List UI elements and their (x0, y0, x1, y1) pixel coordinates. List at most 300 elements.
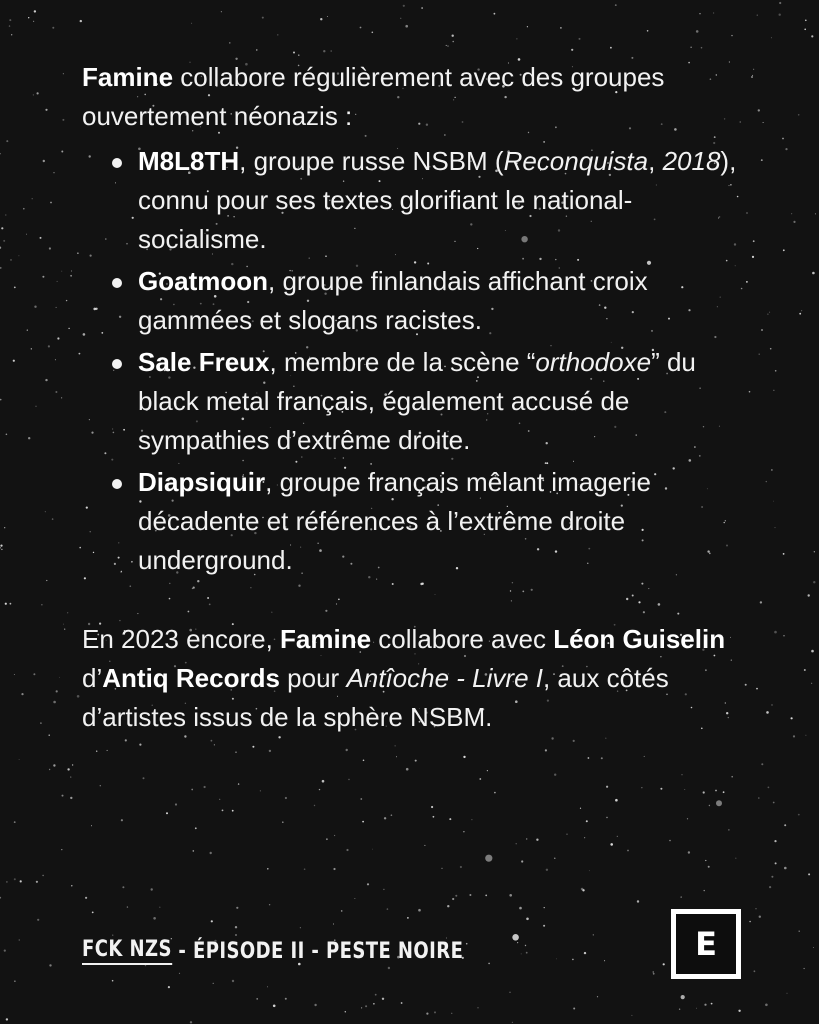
outro-bold: Antiq Records (102, 663, 280, 693)
star-dot (52, 27, 54, 29)
star-dot (64, 629, 65, 630)
star-dot (61, 151, 63, 153)
band-name: Goatmoon (138, 266, 268, 296)
star-dot (5, 603, 7, 605)
star-dot (14, 981, 15, 982)
star-dot (396, 756, 397, 757)
star-dot (566, 833, 568, 835)
star-dot (31, 348, 32, 349)
star-dot (346, 849, 348, 851)
star-dot (766, 711, 769, 714)
star-dot (775, 527, 776, 528)
star-dot (70, 275, 72, 277)
star-dot (815, 213, 816, 214)
star-dot (36, 406, 37, 407)
star-dot (584, 837, 585, 838)
star-dot (298, 55, 299, 56)
star-dot (362, 821, 364, 823)
star-dot (300, 927, 301, 928)
star-dot (384, 817, 386, 819)
star-dot (63, 73, 64, 74)
star-dot (67, 613, 68, 614)
star-dot (333, 868, 335, 870)
star-dot (466, 943, 468, 945)
star-dot (773, 501, 774, 502)
star-dot (285, 797, 287, 799)
star-dot (143, 777, 145, 779)
star-dot (235, 926, 237, 928)
star-dot (543, 925, 545, 927)
star-dot (601, 757, 603, 759)
list-item (138, 343, 742, 460)
star-dot (360, 798, 362, 800)
star-dot (584, 952, 586, 954)
star-dot (415, 760, 417, 762)
star-dot (494, 792, 496, 794)
star-dot (627, 850, 629, 852)
star-dot (26, 234, 27, 235)
star-dot (112, 980, 114, 982)
star-dot (471, 819, 472, 820)
star-dot (765, 1004, 768, 1007)
star-dot (580, 808, 581, 809)
star-dot (715, 790, 717, 792)
star-dot (525, 945, 526, 946)
star-dot (57, 281, 58, 282)
star-dot (560, 27, 562, 29)
star-dot (755, 908, 756, 909)
star-dot (791, 213, 792, 214)
star-dot (33, 94, 34, 95)
star-dot (716, 800, 722, 806)
item-italic: 2018 (662, 146, 721, 176)
star-dot (79, 353, 81, 355)
outro-text: pour (279, 663, 347, 693)
star-dot (232, 980, 234, 982)
star-dot (256, 998, 258, 1000)
star-dot (813, 581, 815, 583)
star-dot (219, 799, 220, 800)
star-dot (360, 27, 362, 29)
star-dot (387, 908, 389, 910)
article-body (82, 58, 742, 737)
star-dot (604, 960, 605, 961)
star-dot (631, 1015, 632, 1016)
star-dot (526, 838, 527, 839)
star-dot (304, 868, 306, 870)
star-dot (804, 29, 806, 31)
star-dot (333, 924, 334, 925)
star-dot (49, 769, 50, 770)
star-dot (10, 259, 12, 261)
star-dot (452, 41, 454, 43)
star-dot (56, 690, 58, 692)
star-dot (80, 20, 82, 22)
star-dot (71, 270, 72, 271)
star-dot (536, 839, 538, 841)
star-dot (61, 849, 62, 850)
item-italic: orthodoxe (535, 347, 652, 377)
outro-text: d’ (82, 663, 103, 693)
star-dot (431, 806, 433, 808)
star-dot (512, 934, 519, 941)
star-dot (49, 964, 51, 966)
star-dot (509, 894, 512, 897)
star-dot (11, 34, 12, 35)
star-dot (6, 434, 8, 436)
star-dot (53, 764, 55, 766)
star-dot (479, 778, 481, 780)
star-dot (449, 818, 451, 820)
star-dot (771, 37, 772, 38)
bullet-dot-icon (112, 479, 122, 489)
star-dot (705, 860, 706, 861)
star-dot (160, 907, 161, 908)
star-dot (813, 947, 814, 948)
star-dot (804, 968, 805, 969)
star-dot (447, 45, 448, 46)
star-dot (746, 281, 748, 283)
star-dot (45, 109, 47, 111)
star-dot (18, 255, 19, 256)
star-dot (32, 198, 33, 199)
star-dot (53, 701, 56, 704)
star-dot (0, 545, 2, 547)
star-dot (754, 970, 756, 972)
star-dot (785, 148, 787, 150)
item-text: ” du black metal français, également accusé de sympathies d’extrême droite. (138, 347, 696, 455)
star-dot (615, 4, 617, 6)
star-dot (236, 907, 238, 909)
outro-paragraph (82, 620, 742, 737)
star-dot (768, 787, 770, 789)
star-dot (151, 888, 153, 890)
star-dot (808, 873, 810, 875)
star-dot (361, 1007, 362, 1008)
star-dot (365, 1005, 367, 1007)
star-dot (14, 878, 16, 880)
star-dot (68, 328, 69, 329)
star-dot (711, 1003, 713, 1005)
star-dot (485, 895, 487, 897)
star-dot (521, 860, 523, 862)
band-name: M8L8TH (138, 146, 240, 176)
star-dot (682, 774, 683, 775)
star-dot (757, 15, 758, 16)
star-dot (793, 221, 795, 223)
star-dot (391, 814, 393, 816)
star-dot (0, 547, 1, 549)
star-dot (521, 953, 522, 954)
star-dot (1, 549, 2, 550)
star-dot (382, 998, 384, 1000)
star-dot (175, 803, 177, 805)
star-dot (512, 1022, 513, 1023)
star-dot (582, 889, 584, 891)
star-dot (469, 894, 471, 896)
star-dot (811, 650, 814, 653)
star-dot (139, 744, 141, 746)
band-name: Sale Freux (138, 347, 270, 377)
star-dot (758, 797, 760, 799)
star-dot (593, 934, 594, 935)
star-dot (91, 825, 92, 826)
list-item (138, 463, 742, 580)
item-text: , groupe finlandais affichant croix gammées et slogans racistes. (138, 266, 648, 335)
star-dot (805, 20, 807, 22)
intro-paragraph (82, 58, 742, 136)
star-dot (704, 1004, 706, 1006)
star-dot (660, 788, 662, 790)
star-dot (367, 883, 369, 885)
star-dot (615, 799, 618, 802)
star-dot (72, 764, 73, 765)
star-dot (282, 821, 284, 823)
star-dot (100, 785, 101, 786)
star-dot (546, 869, 548, 871)
star-dot (193, 850, 195, 852)
star-dot (544, 907, 545, 908)
star-dot (749, 391, 751, 393)
star-dot (85, 897, 87, 899)
star-dot (784, 824, 786, 826)
star-dot (3, 240, 5, 242)
star-dot (487, 770, 488, 771)
star-dot (54, 172, 55, 173)
star-dot (761, 763, 763, 765)
star-dot (33, 21, 34, 22)
star-dot (383, 889, 384, 890)
star-dot (589, 870, 590, 871)
star-dot (433, 816, 435, 818)
star-dot (681, 995, 685, 999)
star-dot (680, 896, 682, 898)
star-dot (801, 310, 802, 311)
star-dot (641, 787, 642, 788)
star-dot (96, 751, 97, 752)
star-dot (687, 818, 688, 819)
star-dot (341, 910, 343, 912)
star-dot (70, 776, 71, 777)
star-dot (269, 904, 270, 905)
series-footer (82, 934, 463, 968)
star-dot (0, 399, 2, 401)
star-dot (554, 858, 555, 859)
star-dot (20, 880, 22, 882)
star-dot (77, 253, 78, 254)
star-dot (708, 866, 710, 868)
star-dot (0, 267, 2, 269)
star-dot (571, 49, 573, 51)
star-dot (168, 986, 170, 988)
star-dot (679, 1009, 680, 1010)
episode-title: - ÉPISODE II - PESTE NOIRE (178, 938, 464, 964)
star-dot (784, 867, 787, 870)
star-dot (477, 1007, 478, 1008)
star-dot (579, 38, 581, 40)
star-dot (799, 931, 800, 932)
star-dot (405, 25, 408, 28)
star-dot (517, 942, 518, 943)
star-dot (731, 776, 733, 778)
star-dot (455, 895, 457, 897)
star-dot (0, 897, 1, 899)
star-dot (527, 26, 528, 27)
star-dot (195, 827, 197, 829)
star-dot (406, 768, 409, 771)
star-dot (610, 843, 613, 846)
star-dot (36, 881, 38, 883)
star-dot (701, 47, 703, 49)
star-dot (699, 13, 700, 14)
star-dot (799, 313, 801, 315)
star-dot (421, 7, 423, 9)
star-dot (252, 746, 254, 748)
star-dot (713, 12, 714, 13)
star-dot (348, 779, 349, 780)
star-dot (761, 159, 763, 161)
star-dot (761, 329, 763, 331)
star-dot (771, 876, 773, 878)
star-dot (4, 527, 5, 528)
star-dot (235, 752, 236, 753)
star-dot (45, 379, 47, 381)
series-tag: FCK NZS (82, 937, 172, 965)
star-dot (617, 836, 618, 837)
star-dot (696, 1008, 697, 1009)
star-dot (526, 952, 528, 954)
star-dot (779, 14, 781, 16)
star-dot (759, 916, 761, 918)
star-dot (66, 300, 67, 301)
star-dot (669, 840, 671, 842)
star-dot (33, 673, 35, 675)
star-dot (586, 820, 588, 822)
star-dot (61, 271, 62, 272)
star-dot (1, 227, 3, 229)
star-dot (63, 624, 64, 625)
star-dot (746, 212, 747, 213)
star-dot (40, 237, 42, 239)
star-dot (798, 814, 800, 816)
star-dot (424, 845, 425, 846)
list-item (138, 142, 742, 259)
intro-bold: Famine (82, 62, 174, 92)
star-dot (273, 1005, 276, 1008)
star-dot (723, 791, 725, 793)
star-dot (62, 795, 64, 797)
star-dot (783, 249, 785, 251)
star-dot (125, 739, 127, 741)
star-dot (21, 693, 23, 695)
star-dot (760, 601, 762, 603)
star-dot (793, 735, 795, 737)
star-dot (751, 76, 753, 78)
star-dot (269, 750, 271, 752)
star-dot (769, 312, 770, 313)
star-dot (166, 812, 168, 814)
star-dot (606, 786, 608, 788)
star-dot (262, 17, 264, 19)
star-dot (644, 756, 645, 757)
star-dot (463, 756, 465, 758)
star-dot (41, 604, 42, 605)
bullet-dot-icon (112, 359, 122, 369)
star-dot (403, 5, 405, 7)
star-dot (759, 354, 760, 355)
star-dot (753, 69, 754, 70)
outro-bold: Léon Guiselin (553, 624, 726, 654)
star-dot (59, 677, 60, 678)
star-dot (267, 868, 269, 870)
star-dot (327, 16, 328, 17)
star-dot (516, 38, 517, 39)
star-dot (447, 905, 449, 907)
star-dot (285, 998, 287, 1000)
star-dot (783, 553, 785, 555)
star-dot (190, 1021, 192, 1023)
star-dot (323, 50, 325, 52)
star-dot (49, 735, 50, 736)
star-dot (121, 819, 123, 821)
star-dot (4, 950, 6, 952)
star-dot (703, 791, 705, 793)
star-dot (775, 862, 777, 864)
star-dot (441, 868, 442, 869)
star-dot (811, 683, 812, 684)
list-item (138, 262, 742, 340)
star-dot (704, 890, 705, 891)
star-dot (9, 25, 10, 26)
star-dot (773, 802, 775, 804)
star-dot (70, 797, 72, 799)
star-dot (551, 737, 553, 739)
star-dot (418, 909, 421, 912)
star-dot (597, 996, 598, 997)
star-dot (345, 1011, 346, 1012)
star-dot (738, 1010, 740, 1012)
star-dot (516, 843, 517, 844)
star-dot (434, 1011, 436, 1013)
star-dot (5, 214, 6, 215)
star-dot (314, 1004, 316, 1006)
brand-logo: E (671, 909, 741, 979)
star-dot (463, 831, 464, 832)
star-dot (372, 849, 373, 850)
star-dot (545, 749, 547, 751)
star-dot (791, 717, 793, 719)
star-dot (314, 805, 315, 806)
star-dot (45, 511, 46, 512)
star-dot (42, 276, 44, 278)
star-dot (42, 875, 43, 876)
star-dot (610, 47, 612, 49)
star-dot (783, 635, 784, 636)
star-dot (191, 789, 193, 791)
band-name: Diapsiquir (138, 467, 266, 497)
star-dot (653, 971, 654, 972)
star-dot (709, 805, 710, 806)
star-dot (50, 202, 52, 204)
star-dot (52, 518, 54, 520)
outro-italic: Antîoche - Livre I (346, 663, 543, 693)
star-dot (606, 817, 607, 818)
star-dot (14, 674, 15, 675)
star-dot (153, 917, 156, 920)
outro-bold: Famine (280, 624, 372, 654)
star-dot (330, 50, 332, 52)
star-dot (55, 359, 56, 360)
